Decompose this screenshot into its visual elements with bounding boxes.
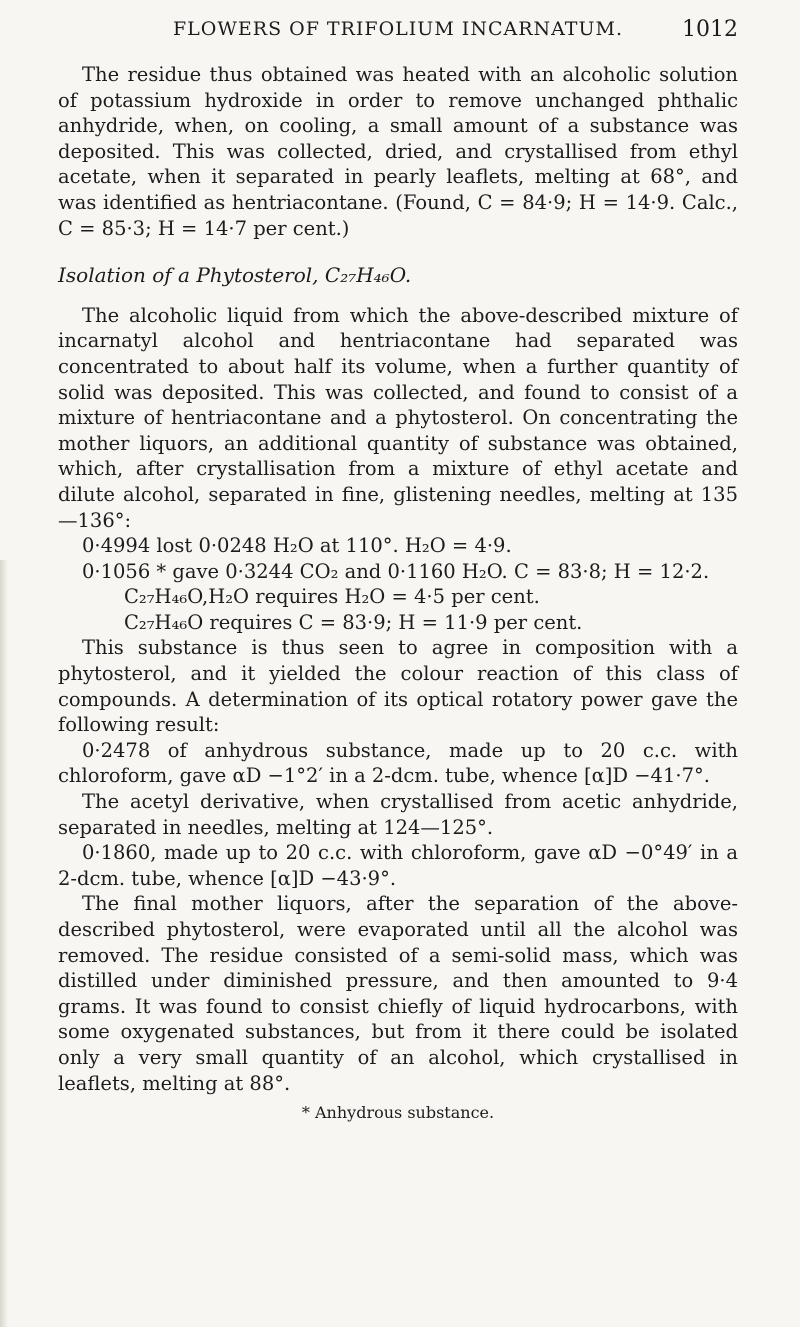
formula-anhydrous-requirement: C₂₇H₄₆O requires C = 83·9; H = 11·9 per cent. xyxy=(124,610,583,634)
page-header xyxy=(58,12,738,46)
paragraph-phytosterol-agreement: This substance is thus seen to agree in composition with a phytosterol, and it yielded the colour reaction of this class of compounds. A determination of its optical rotatory power gave the following result: xyxy=(58,636,738,737)
body-text xyxy=(58,62,738,1126)
section-heading: Isolation of a Phytosterol, C₂₇H₄₆O. xyxy=(58,263,412,288)
paragraph-final-mother-liquors: The final mother liquors, after the separation of the above-described phytosterol, were evaporated until all the alcohol was removed. The residue consisted of a semi-solid mass, which was distilled under diminished pressure, and then amounted to 9·4 grams. It was found to consist chiefly of liquid hydrocarbons, with some oxygenated substances, but from it there could be isolated only a very small quantity of an alcohol, which crystallised in leaflets, melting at 88°. xyxy=(58,892,738,1095)
paragraph-acetyl-derivative: The acetyl derivative, when crystallised from acetic anhydride, separated in needles, melting at 124—125°. xyxy=(58,790,738,839)
running-head: FLOWERS OF TRIFOLIUM INCARNATUM. xyxy=(173,18,623,40)
formula-hydrate-requirement: C₂₇H₄₆O,H₂O requires H₂O = 4·5 per cent. xyxy=(124,585,540,609)
paragraph-alcoholic-liquid: The alcoholic liquid from which the above-described mixture of incarnatyl alcohol and hentriacontane had separated was concentrated to about half its volume, when a further quantity of solid was deposited. This was collected, and found to consist of a mixture of hentriacontane and a phytosterol. On concentrating the mother liquors, an additional quantity of substance was obtained, which, after crystallisation from a mixture of ethyl acetate and dilute alcohol, separated in fine, glistening needles, melting at 135—136°: xyxy=(58,303,738,532)
page-number: 1012 xyxy=(682,16,738,42)
analysis-line-water: 0·4994 lost 0·0248 H₂O at 110°. H₂O = 4·9. xyxy=(82,534,512,558)
paragraph-rotation-acetyl: 0·1860, made up to 20 c.c. with chloroform, gave αD −0°49′ in a 2-dcm. tube, whence [α]D −43·9°. xyxy=(58,841,738,890)
paragraph-residue: The residue thus obtained was heated with an alcoholic solution of potassium hydroxide in order to remove unchanged phthalic anhydride, when, on cooling, a small amount of a substance was deposited. This was collected, dried, and crystallised from ethyl acetate, when it separated in pearly leaflets, melting at 68°, and was identified as hentriacontane. (Found, C = 84·9; H = 14·9. Calc., C = 85·3; H = 14·7 per cent.) xyxy=(58,63,738,240)
analysis-line-combustion: 0·1056 * gave 0·3244 CO₂ and 0·1160 H₂O. C = 83·8; H = 12·2. xyxy=(82,559,710,583)
paragraph-rotation-phytosterol: 0·2478 of anhydrous substance, made up to 20 c.c. with chloroform, gave αD −1°2′ in a 2-dcm. tube, whence [α]D −41·7°. xyxy=(58,738,738,788)
page-binding-shadow xyxy=(0,560,8,1327)
footnote: * Anhydrous substance. xyxy=(301,1103,495,1123)
